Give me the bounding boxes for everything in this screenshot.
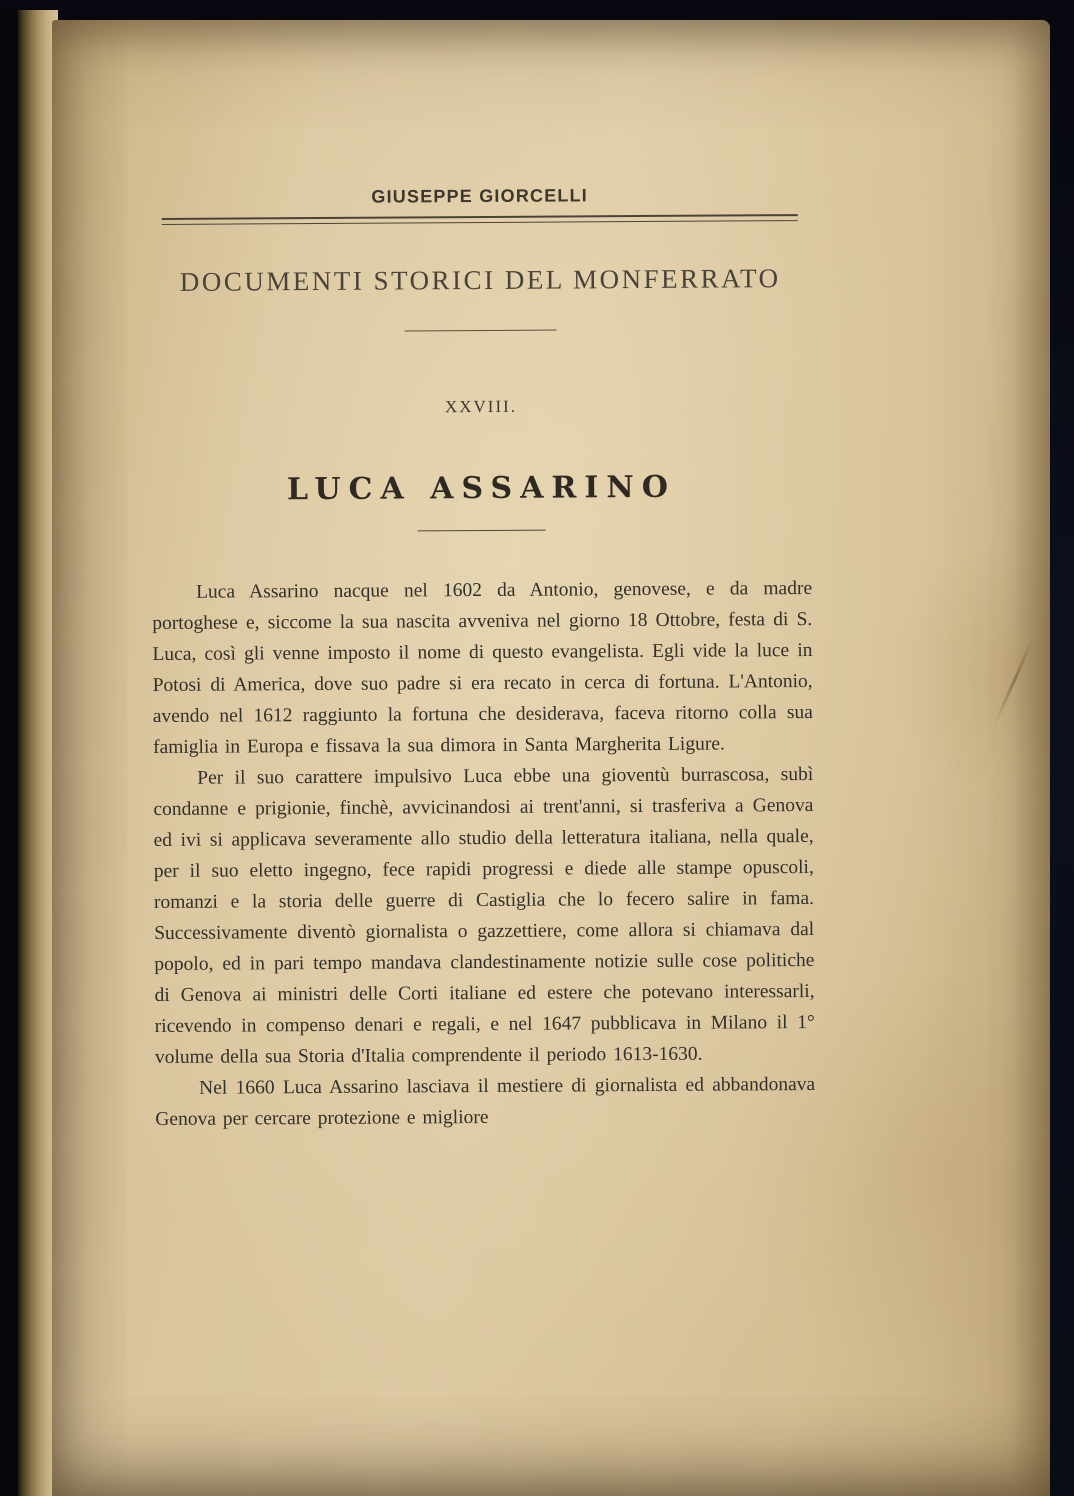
header-double-rule: [162, 214, 798, 225]
paragraph-1: Luca Assarino nacque nel 1602 da Antonio, genovese, e da madre portoghese e, siccome la sua nascita avveniva nel giorno 18 Ottobre, festa di S. Luca, così gli venne imposto il nome di questo evangelista. Egli vide la luce in Potosi di America, dove suo padre si era recato in cerca di fortuna. L'Antonio, avendo nel 1612 raggiunto la fortuna che desiderava, faceva ritorno colla sua famiglia in Europa e fissava la sua dimora in Santa Margherita Ligure.: [152, 577, 813, 759]
paragraph-2: Per il suo carattere impulsivo Luca ebbe una gioventù burrascosa, subì condanne e prigionie, finchè, avvicinandosi ai trent'anni, si trasferiva a Genova ed ivi si applicava severamente allo studio della letteratura italiana, nella quale, per il suo eletto ingegno, fece rapidi progressi e diede alle stampe opuscoli, romanzi e la storia delle guerre di Castiglia che lo fecero salire in fama. Successivamente diventò giornalista o gazzettiere, come allora si chiamava dal popolo, ed in pari tempo mandava clandestinamente notizie sulle cose politiche di Genova ai ministri delle Corti italiane ed estere che potevano interessarli, ricevendo in compenso denari e regali, e nel 1647 pubblicava in Milano il 1° volume della sua Storia d'Italia comprendente il periodo 1613-1630.: [153, 763, 815, 1069]
paragraph-3: Nel 1660 Luca Assarino lasciava il mestiere di giornalista ed abbandonava Genova per cercare protezione e migliore: [155, 1073, 816, 1131]
body-text: [152, 573, 815, 1135]
page-content: [149, 18, 816, 1135]
article-title: LUCA ASSARINO: [286, 469, 677, 508]
title-rule: [404, 330, 556, 332]
running-header: GIUSEPPE GIORCELLI: [371, 185, 589, 207]
document-title: DOCUMENTI STORICI DEL MONFERRATO: [179, 263, 781, 297]
book-page-edges: [0, 10, 58, 1496]
section-number: XXVIII.: [444, 396, 518, 417]
book-page: [52, 20, 1050, 1496]
paper-crease: [994, 636, 1036, 725]
article-title-rule: [418, 530, 546, 532]
